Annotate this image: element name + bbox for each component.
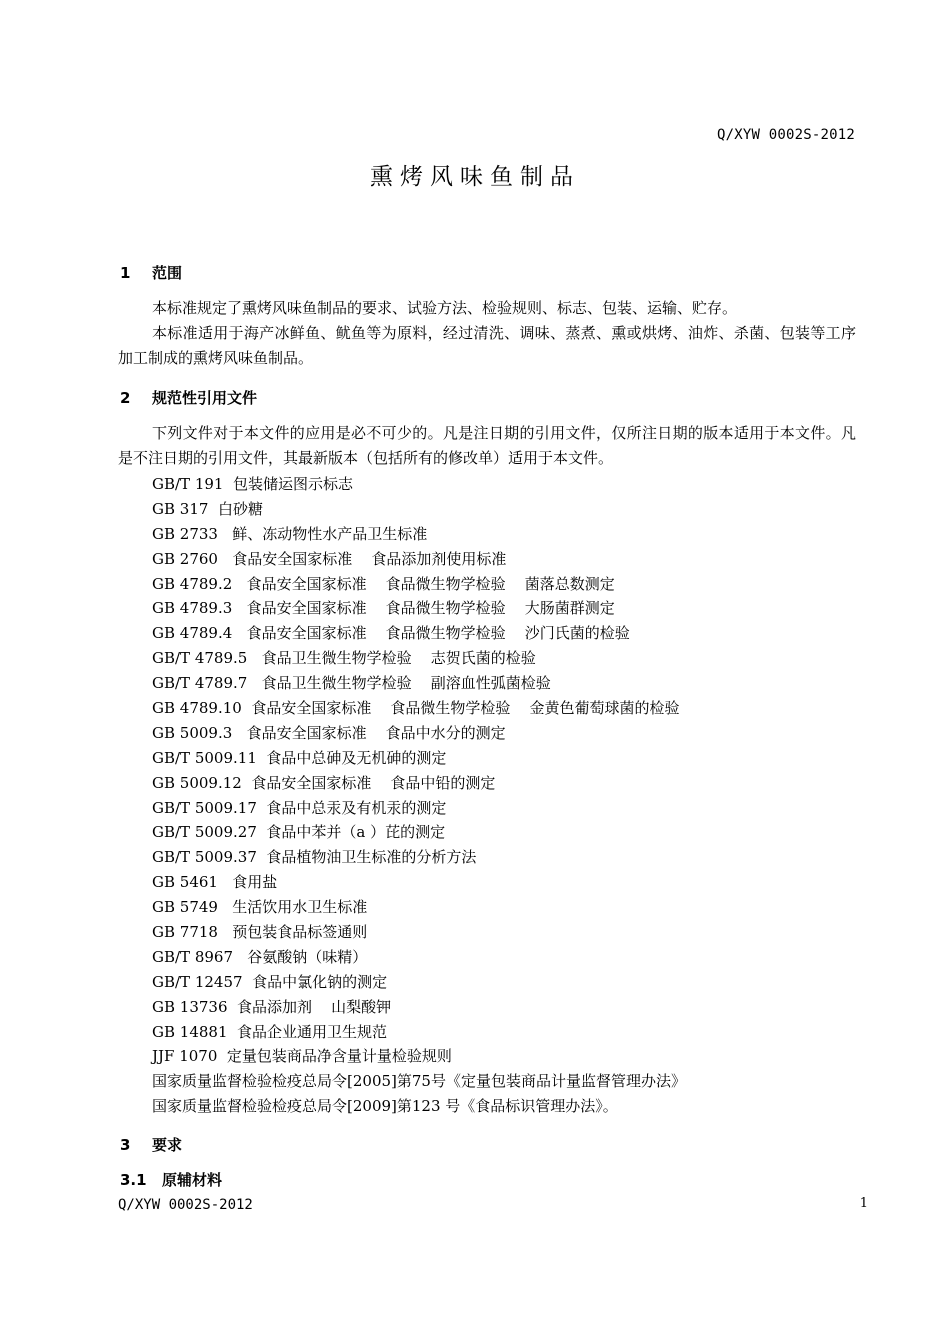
- reference-item: GB 5009.3 食品安全国家标准 食品中水分的测定: [152, 723, 506, 742]
- section-3-1-title: 原辅材料: [162, 1171, 223, 1189]
- reference-item: JJF 1070 定量包装商品净含量计量检验规则: [152, 1047, 452, 1066]
- reference-item: GB/T 5009.27 食品中苯并（a ）芘的测定: [152, 823, 446, 842]
- reference-item: GB 2733 鲜、冻动物性水产品卫生标准: [152, 524, 428, 543]
- standard-code: Q/XYW 0002S-2012: [716, 127, 855, 143]
- reference-item: GB/T 5009.11 食品中总砷及无机砷的测定: [152, 748, 447, 767]
- section-3-number: 3: [120, 1136, 131, 1154]
- reference-item: GB 14881 食品企业通用卫生规范: [152, 1022, 388, 1041]
- reference-item: 国家质量监督检验检疫总局令[2005]第75号《定量包装商品计量监督管理办法》: [152, 1072, 686, 1091]
- section-1-title: 范围: [152, 264, 183, 282]
- section-2-heading: [120, 387, 257, 408]
- reference-item: GB/T 12457 食品中氯化钠的测定: [152, 972, 388, 991]
- reference-item: GB 5461 食用盐: [152, 873, 278, 892]
- page-number: 1: [859, 1196, 868, 1211]
- reference-item: GB 5009.12 食品安全国家标准 食品中铅的测定: [152, 773, 496, 792]
- reference-item: GB 4789.2 食品安全国家标准 食品微生物学检验 菌落总数测定: [152, 574, 615, 593]
- reference-item: GB 7718 预包装食品标签通则: [152, 923, 368, 942]
- reference-item: GB 317 白砂糖: [152, 499, 263, 518]
- footer-standard-code: Q/XYW 0002S-2012: [118, 1197, 253, 1213]
- section-1-paragraph-2: 本标准适用于海产冰鲜鱼、鱿鱼等为原料，经过清洗、调味、蒸煮、熏或烘烤、油炸、杀菌、包装等工序加工制成的熏烤风味鱼制品。: [118, 324, 856, 367]
- reference-item: GB/T 5009.17 食品中总汞及有机汞的测定: [152, 798, 447, 817]
- section-1-heading: [120, 262, 182, 283]
- reference-item: GB 5749 生活饮用水卫生标准: [152, 898, 368, 917]
- reference-list: [152, 472, 872, 1119]
- reference-item: GB 13736 食品添加剂 山梨酸钾: [152, 997, 392, 1016]
- section-3-1-heading: [120, 1169, 222, 1190]
- section-3-1-number: 3.1: [120, 1171, 147, 1189]
- reference-item: 国家质量监督检验检疫总局令[2009]第123 号《食品标识管理办法》。: [152, 1097, 618, 1116]
- reference-item: GB 4789.10 食品安全国家标准 食品微生物学检验 金黄色葡萄球菌的检验: [152, 699, 680, 718]
- reference-item: GB 4789.3 食品安全国家标准 食品微生物学检验 大肠菌群测定: [152, 599, 615, 618]
- section-1-paragraph-1: 本标准规定了熏烤风味鱼制品的要求、试验方法、检验规则、标志、包装、运输、贮存。: [152, 299, 738, 317]
- section-2-title: 规范性引用文件: [152, 389, 258, 407]
- reference-item: GB/T 191 包装储运图示标志: [152, 475, 353, 493]
- section-3-heading: [120, 1134, 182, 1155]
- document-title: 熏烤风味鱼制品: [370, 164, 580, 190]
- section-3-title: 要求: [152, 1136, 183, 1154]
- section-2-intro: 下列文件对于本文件的应用是必不可少的。凡是注日期的引用文件，仅所注日期的版本适用于本文件。凡是不注日期的引用文件，其最新版本（包括所有的修改单）适用于本文件。: [118, 424, 856, 467]
- reference-item: GB 2760 食品安全国家标准 食品添加剂使用标准: [152, 549, 507, 568]
- reference-item: GB/T 4789.7 食品卫生微生物学检验 副溶血性弧菌检验: [152, 674, 551, 693]
- section-1-number: 1: [120, 264, 131, 282]
- reference-item: GB/T 5009.37 食品植物油卫生标准的分析方法: [152, 848, 477, 867]
- reference-item: GB 4789.4 食品安全国家标准 食品微生物学检验 沙门氏菌的检验: [152, 624, 630, 643]
- section-2-number: 2: [120, 389, 131, 407]
- reference-item: GB/T 8967 谷氨酸钠（味精）: [152, 947, 368, 966]
- reference-item: GB/T 4789.5 食品卫生微生物学检验 志贺氏菌的检验: [152, 649, 536, 668]
